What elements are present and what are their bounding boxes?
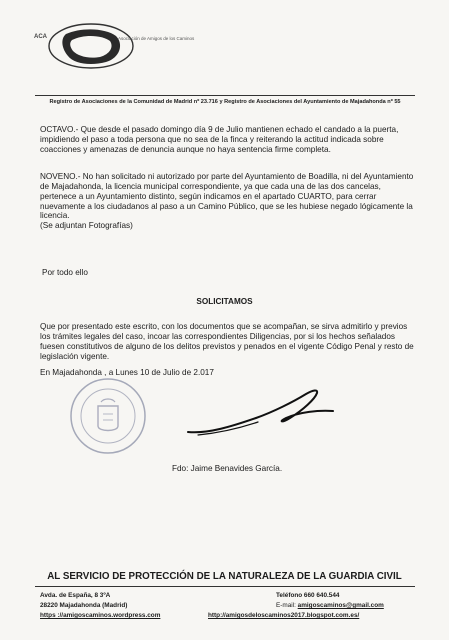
place-date: En Majadahonda , a Lunes 10 de Julio de 2.017 (40, 368, 214, 377)
address-line-2: 28220 Majadahonda (Madrid) (40, 602, 128, 609)
signatory: Fdo: Jaime Benavides García. (172, 464, 283, 473)
attachments-note: (Se adjuntan Fotografías) (40, 221, 133, 231)
email-label: E-mail: (276, 602, 298, 609)
registry-line: Registro de Asociaciones de la Comunidad de Madrid nº 23.716 y Registro de Asociaciones del Ayuntamiento de Majadahonda nº 55 (49, 99, 401, 105)
association-name: Asociación de Amigos de los Caminos (118, 36, 195, 41)
paragraph-octavo: OCTAVO.- Que desde el pasado domingo día 9 de Julio mantienen echado el candado a la puerta, impidiendo el paso a toda persona que no sea de la finca y reiterando la actitud indicada sobre coacciones y amenazas de denuncia aunque no haya sentencia firme completa. (40, 125, 399, 154)
signature (178, 380, 378, 450)
address-line-1: Avda. de España, 8 3ºA (40, 592, 111, 599)
website-link-1[interactable]: https ://amigoscaminos.wordpress.com (40, 612, 161, 619)
official-stamp (68, 376, 148, 456)
website-link-2[interactable]: http://amigosdeloscaminos2017.blogspot.com.es/ (208, 612, 360, 619)
paragraph-noveno (40, 172, 418, 231)
noveno-text: NOVENO.- No han solicitado ni autorizado por parte del Ayuntamiento de Boadilla, ni del Ayuntamiento de Majadahonda, la licencia municipal correspondiente, ya que cada una de las dos cancelas, pertenece a un Ayuntamiento distinto, según indicamos en el apartado CUARTO, para cerrar nuevamente a los ciudadanos al paso a un Camino Público, que se les hubiese negado lógicamente la licencia. (40, 172, 414, 221)
email-line (276, 602, 384, 609)
por-todo-ello: Por todo ello (42, 268, 88, 277)
phone: Teléfono 660 640.544 (276, 592, 340, 599)
footer-divider (35, 586, 415, 587)
footer-title: AL SERVICIO DE PROTECCIÓN DE LA NATURALEZA DE LA GUARDIA CIVIL (47, 571, 402, 582)
email-link[interactable]: amigoscaminos@gmail.com (297, 602, 384, 609)
header-divider (35, 95, 415, 96)
association-logo (36, 22, 136, 72)
solicitamos-heading: SOLICITAMOS (196, 297, 253, 306)
logo-text: ACA (34, 34, 47, 40)
paragraph-solicitamos: Que por presentado este escrito, con los documentos que se acompañan, se sirva admitirlo y previos los trámites legales del caso, incoar las correspondientes Diligencias, por si los hechos señalados fuesen constitutivos de alguno de los delitos previstos y penados en el vigente Código Penal y resto de legislación vigente. (40, 322, 414, 361)
